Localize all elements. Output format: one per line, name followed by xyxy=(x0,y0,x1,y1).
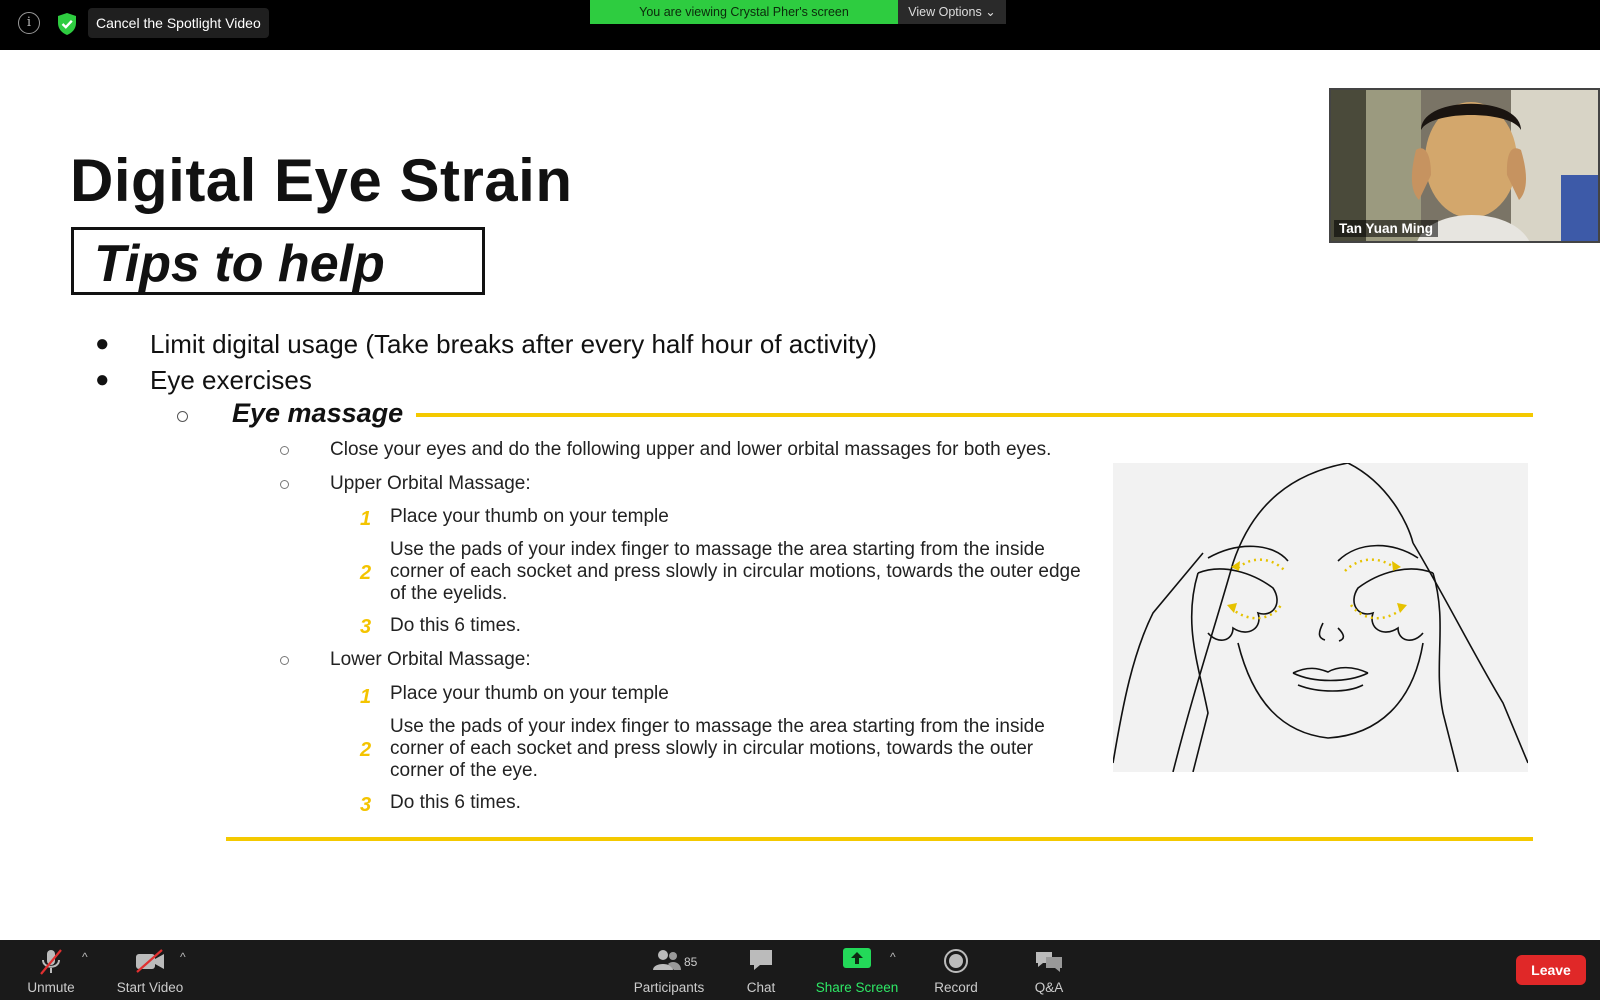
participants-count: 85 xyxy=(684,955,698,969)
start-video-label: Start Video xyxy=(116,980,184,995)
view-options-label: View Options xyxy=(908,5,982,19)
participants-label: Participants xyxy=(633,980,705,995)
bullet-text: Limit digital usage (Take breaks after every half hour of activity) xyxy=(150,329,877,359)
share-screen-button[interactable] xyxy=(812,940,902,1000)
step-number: 1 xyxy=(360,508,372,530)
lower-orbital-heading: Lower Orbital Massage: xyxy=(330,649,531,670)
bullet-dot: ● xyxy=(95,330,110,357)
step-number: 3 xyxy=(360,616,372,638)
meeting-toolbar xyxy=(0,940,1600,1000)
viewing-screen-banner: You are viewing Crystal Pher's screen xyxy=(590,0,898,24)
share-options-caret-icon[interactable]: ^ xyxy=(890,950,896,964)
bullet-text: Eye exercises xyxy=(150,365,312,395)
leave-button[interactable]: Leave xyxy=(1516,955,1586,985)
qa-label: Q&A xyxy=(1034,980,1064,995)
meeting-info-icon[interactable]: i xyxy=(18,12,40,34)
eye-massage-heading: Eye massage xyxy=(232,398,404,428)
view-options-button[interactable] xyxy=(898,0,1006,24)
unmute-button[interactable] xyxy=(18,940,84,1000)
cancel-spotlight-button[interactable]: Cancel the Spotlight Video xyxy=(88,8,269,38)
share-screen-label: Share Screen xyxy=(815,980,899,995)
record-icon xyxy=(943,948,969,974)
meeting-top-bar xyxy=(0,0,1600,50)
chat-icon xyxy=(748,948,774,972)
start-video-button[interactable] xyxy=(112,940,188,1000)
yellow-divider-bottom xyxy=(226,837,1533,841)
step-text: Do this 6 times. xyxy=(390,792,521,813)
unmute-label: Unmute xyxy=(27,980,75,995)
step-text: Use the pads of your index finger to massage the area starting from the inside corner of each socket and press slowly in circular motions, towards the outer edge of the eyelids. xyxy=(390,539,1081,604)
step-number: 3 xyxy=(360,794,372,816)
hollow-bullet xyxy=(280,656,289,665)
step-text: Place your thumb on your temple xyxy=(390,683,669,704)
video-options-caret-icon[interactable]: ^ xyxy=(180,950,186,964)
intro-text: Close your eyes and do the following upper and lower orbital massages for both eyes. xyxy=(330,439,1052,460)
record-button[interactable] xyxy=(930,940,982,1000)
tips-box xyxy=(71,227,485,295)
step-number: 2 xyxy=(360,739,372,761)
chat-label: Chat xyxy=(746,980,776,995)
chat-button[interactable] xyxy=(736,940,786,1000)
participants-button[interactable] xyxy=(628,940,710,1000)
participant-video-tile[interactable] xyxy=(1329,88,1600,243)
step-text: Do this 6 times. xyxy=(390,615,521,636)
video-off-icon xyxy=(134,948,166,974)
step-number: 1 xyxy=(360,686,372,708)
yellow-divider-top xyxy=(416,413,1533,417)
record-label: Record xyxy=(934,980,978,995)
share-screen-icon xyxy=(843,948,871,970)
muted-mic-icon xyxy=(38,948,64,976)
upper-orbital-heading: Upper Orbital Massage: xyxy=(330,473,531,494)
step-text: Use the pads of your index finger to massage the area starting from the inside corner of each socket and press slowly in circular motions, towards the outer corner of the eye. xyxy=(390,716,1045,781)
slide-title: Digital Eye Strain xyxy=(70,147,573,214)
participants-icon xyxy=(652,948,682,972)
qa-icon xyxy=(1034,948,1064,974)
bullet-dot: ● xyxy=(95,366,110,393)
step-number: 2 xyxy=(360,562,372,584)
step-text: Place your thumb on your temple xyxy=(390,506,669,527)
hollow-bullet xyxy=(280,446,289,455)
chevron-down-icon: ⌄ xyxy=(985,5,996,19)
participant-name-label: Tan Yuan Ming xyxy=(1334,220,1438,237)
eye-massage-illustration xyxy=(1113,463,1528,772)
hollow-bullet xyxy=(280,480,289,489)
audio-options-caret-icon[interactable]: ^ xyxy=(82,950,88,964)
hollow-bullet xyxy=(177,411,188,422)
slide-subtitle: Tips to help xyxy=(94,235,385,293)
encryption-shield-icon[interactable] xyxy=(56,12,78,36)
qa-button[interactable] xyxy=(1024,940,1074,1000)
